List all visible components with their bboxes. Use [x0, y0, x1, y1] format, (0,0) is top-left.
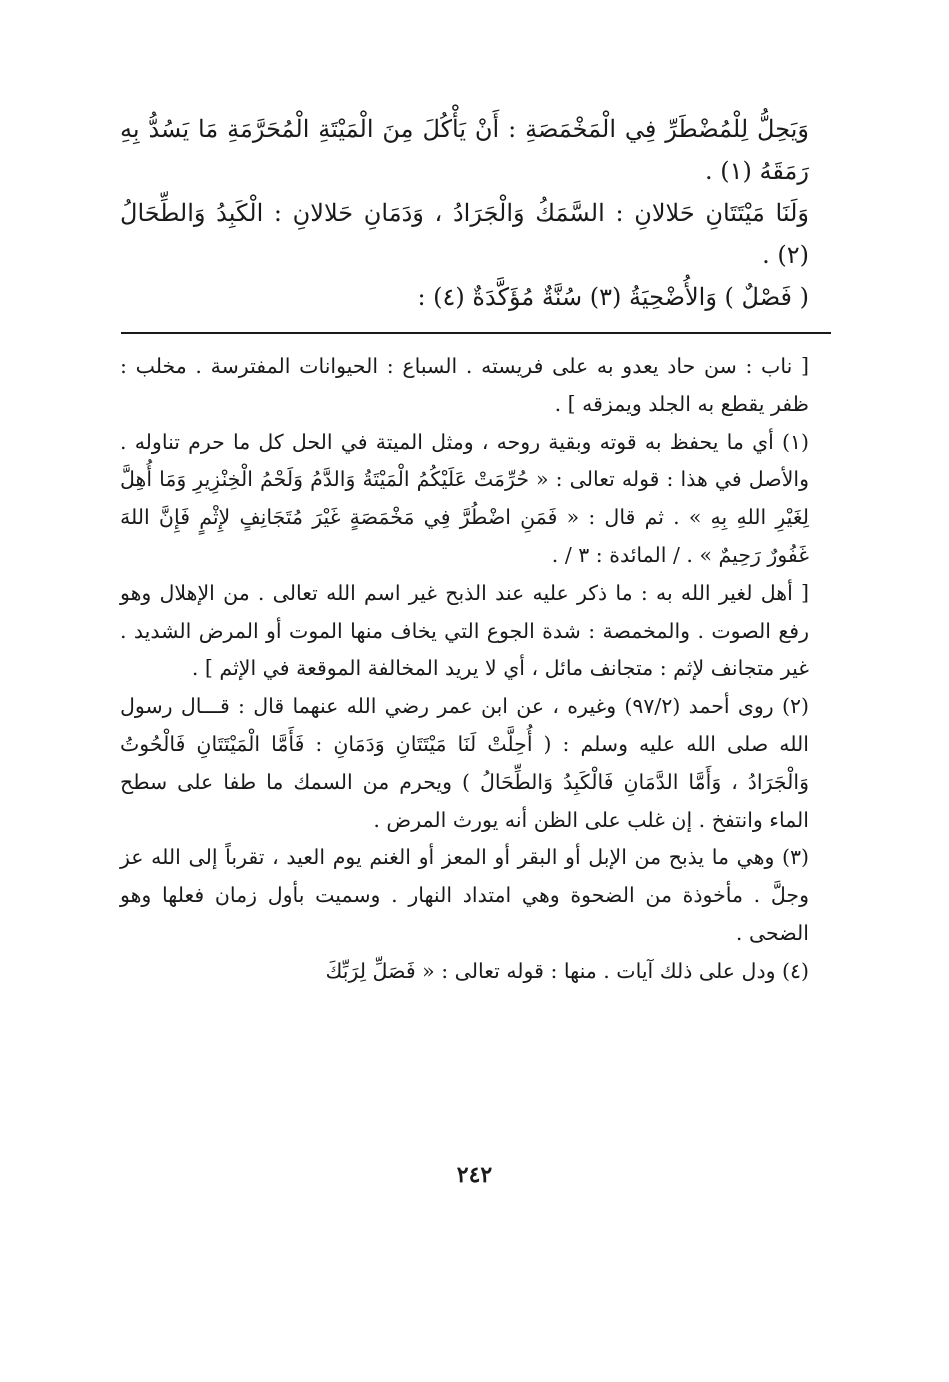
page-number: ٢٤٢ [456, 1162, 493, 1188]
footnote-3: (٣) وهي ما يذبح من الإبل أو البقر أو المعز أو الغنم يوم العيد ، تقرباً إلى الله عز وجلَّ . مأخوذة من الضحوة وهي امتداد النهار . وسميت بأول زمان فعلها وهو الضحى . [120, 845, 809, 945]
footnotes [120, 348, 831, 991]
footnote-glossary-1: [ ناب : سن حاد يعدو به على فريسته . السباع : الحيوانات المفترسة . مخلب : ظفر يقطع به الجلد ويمزقه ] . [120, 354, 809, 416]
footnote-4: (٤) ودل على ذلك آيات . منها : قوله تعالى : « فَصَلِّ لِرَبِّكَ [325, 958, 809, 983]
main-paragraph-3: ( فَصْلٌ ) وَالأُضْحِيَةُ (٣) سُنَّةٌ مُؤَكَّدَةٌ (٤) : [417, 283, 809, 311]
main-paragraph-1: وَيَحِلُّ لِلْمُضْطَرِّ فِي الْمَخْمَصَةِ : أَنْ يَأْكُلَ مِنَ الْمَيْتَةِ الْمُحَرَّمَةِ مَا يَسُدُّ بِهِ رَمَقَهُ (١) . [120, 115, 809, 185]
footnote-glossary-2: [ أهل لغير الله به : ما ذكر عليه عند الذبح غير اسم الله تعالى . من الإهلال وهو رفع الصوت . والمخمصة : شدة الجوع التي يخاف منها الموت أو المرض الشديد . غير متجانف لإثم : متجانف مائل ، أي لا يريد المخالفة الموقعة في الإثم ] . [120, 580, 809, 681]
footnote-divider [121, 332, 831, 334]
footnote-1: (١) أي ما يحفظ به قوته وبقية روحه ، ومثل الميتة في الحل كل ما حرم تناوله . والأصل في هذا : قوله تعالى : « حُرِّمَتْ عَلَيْكُمُ الْمَيْتَةُ وَالدَّمُ وَلَحْمُ الْخِنْزِيرِ وَمَا أُهِلَّ لِغَيْرِ اللهِ بِهِ » . ثم قال : « فَمَنِ اضْطُرَّ فِي مَخْمَصَةٍ غَيْرَ مُتَجَانِفٍ لإِثْمٍ فَإِنَّ اللهَ غَفُورٌ رَحِيمٌ » . / المائدة : ٣ / . [120, 429, 809, 567]
footnote-2: (٢) روى أحمد (٩٧/٢) وغيره ، عن ابن عمر رضي الله عنهما قال : قـــال رسول الله صلى الله عليه وسلم : ( أُحِلَّتْ لَنَا مَيْتَتَانِ وَدَمَانِ : فَأَمَّا الْمَيْتَتَانِ فَالْحُوتُ وَالْجَرَادُ ، وَأَمَّا الدَّمَانِ فَالْكَبِدُ وَالطِّحَالُ ) ويحرم من السمك ما طفا على سطح الماء وانتفخ . إن غلب على الظن أنه يورث المرض . [120, 694, 809, 832]
main-text [120, 108, 831, 318]
main-paragraph-2: وَلَنَا مَيْتَتَانِ حَلالانِ : السَّمَكُ وَالْجَرَادُ ، وَدَمَانِ حَلالانِ : الْكَبِدُ وَالطِّحَالُ (٢) . [120, 199, 810, 269]
